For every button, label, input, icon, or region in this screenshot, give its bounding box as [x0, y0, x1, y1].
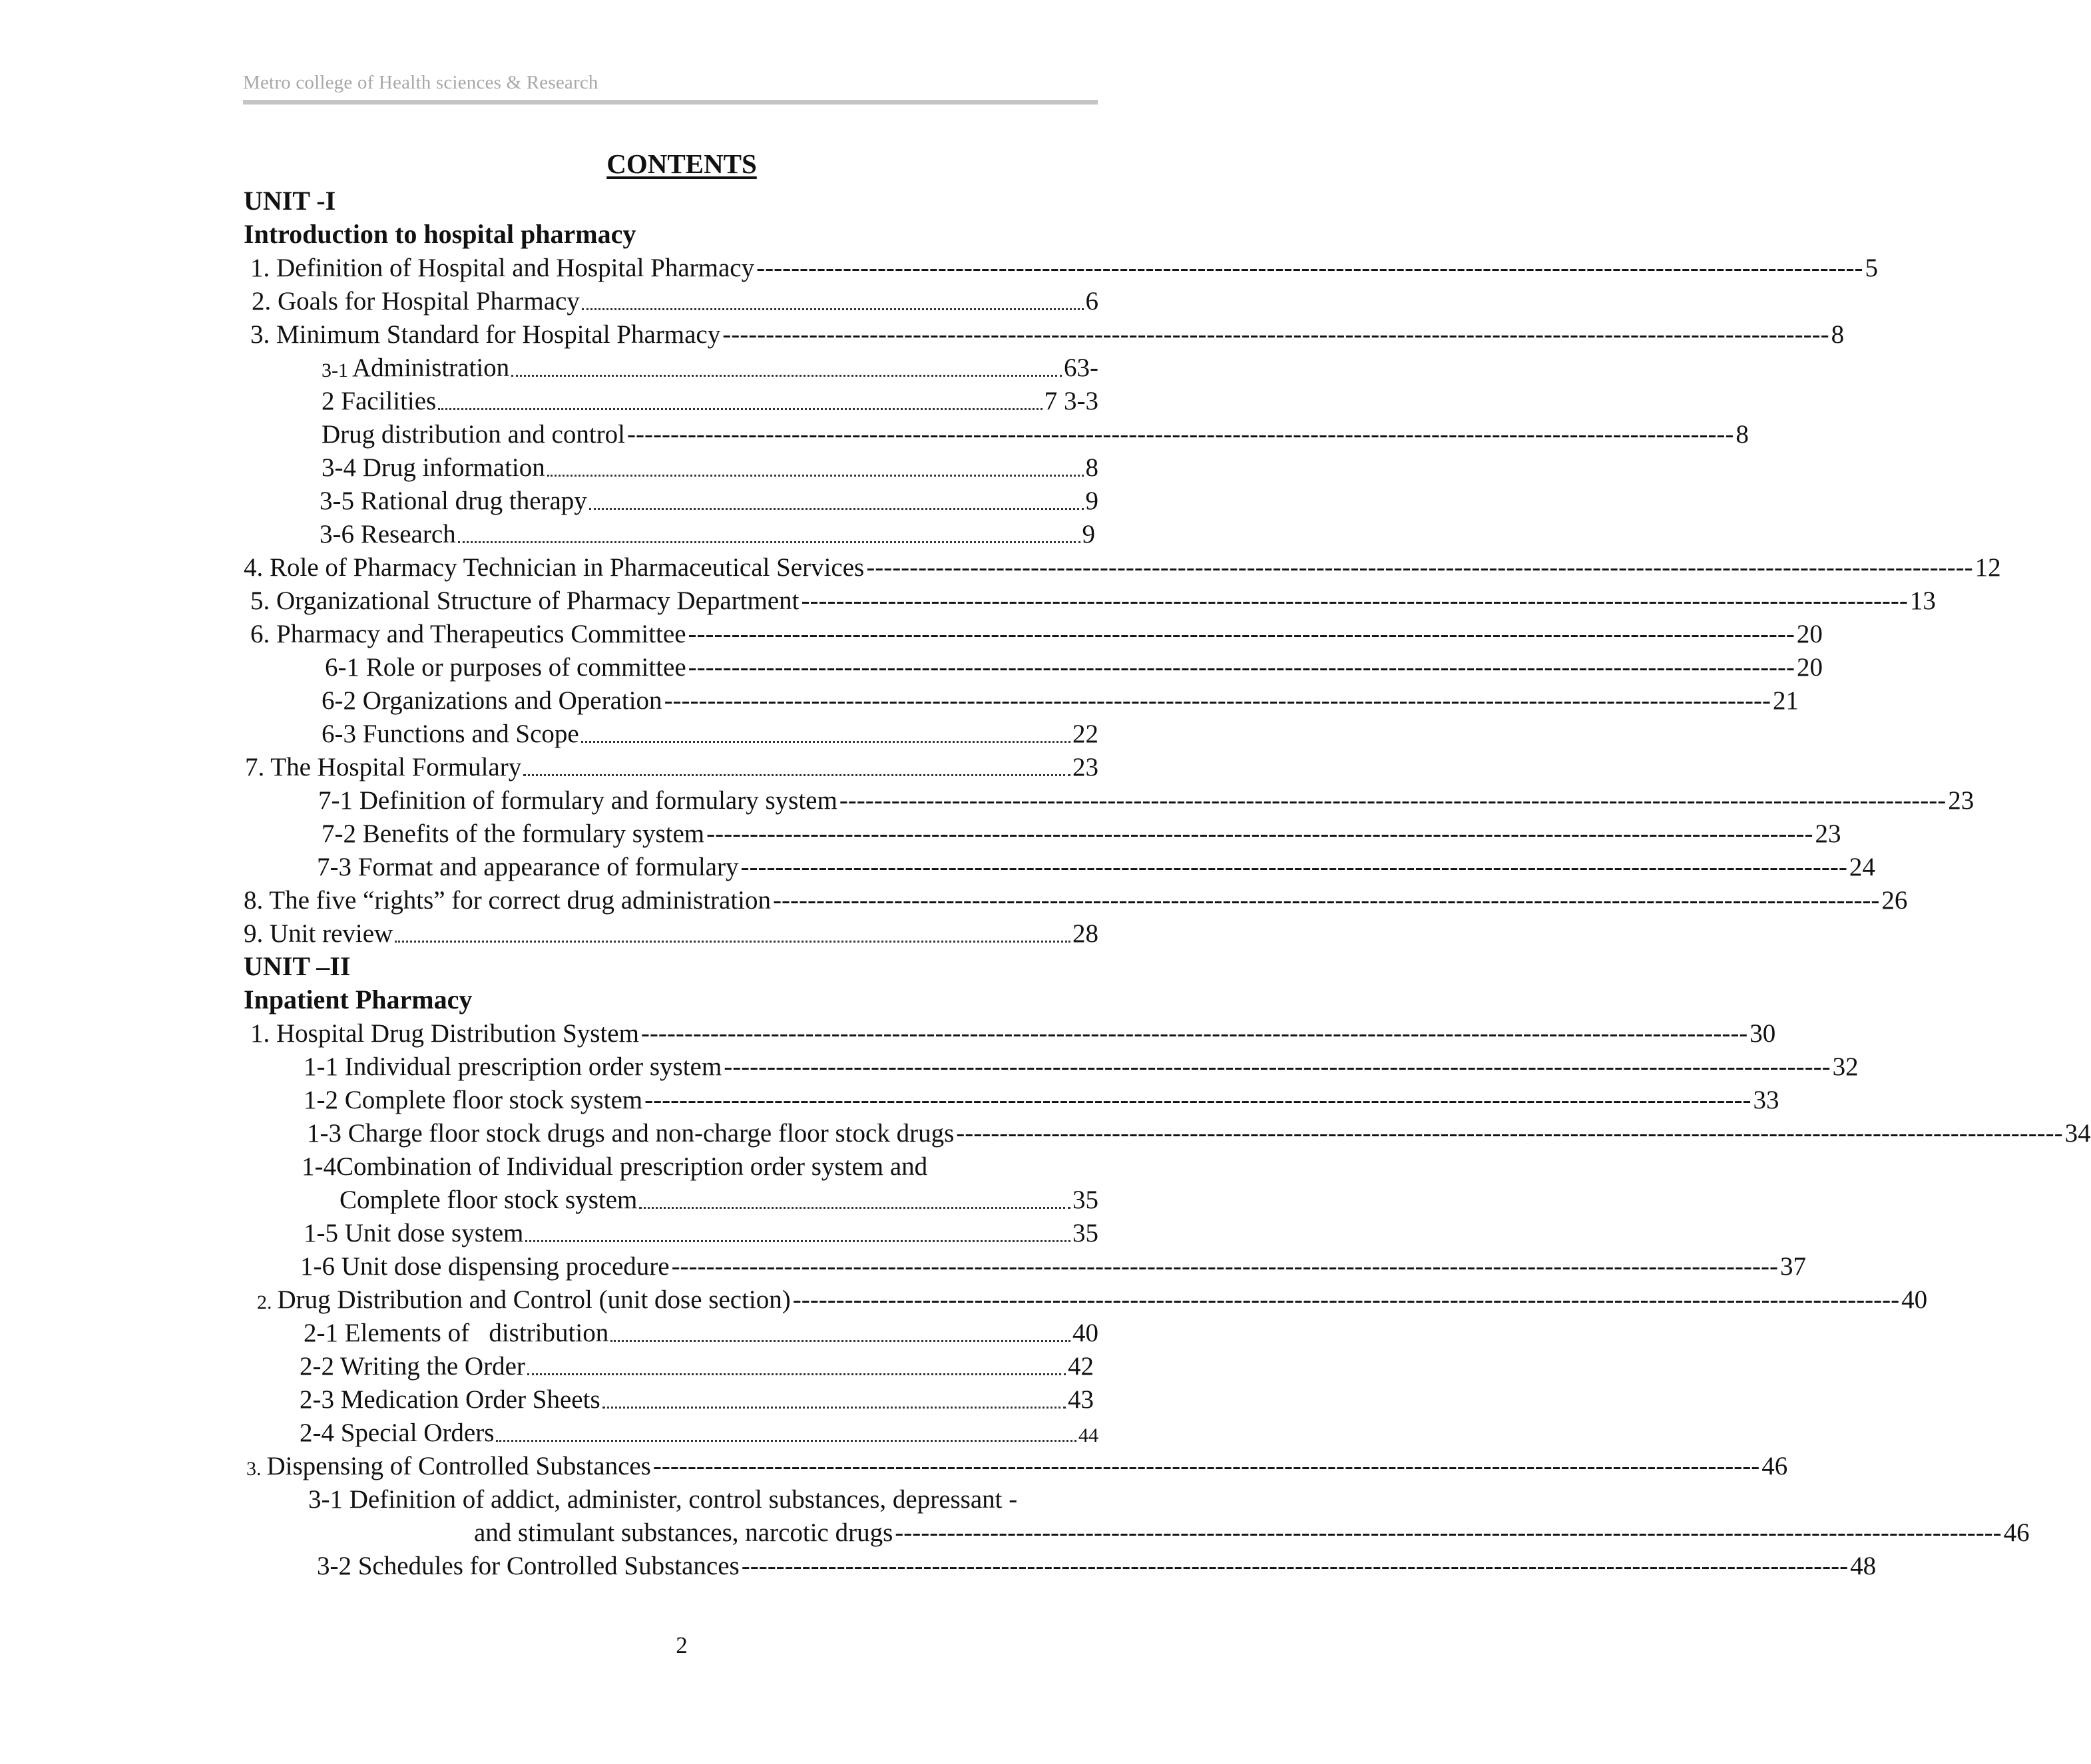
leader-dots — [639, 1207, 1070, 1209]
toc-entry[interactable]: 3-1 Definition of addict, administer, control substances, depressant - — [308, 1485, 1018, 1514]
page-ref: 23 — [1948, 786, 1975, 815]
leader-dots — [523, 774, 1070, 776]
page-ref: 30 — [1749, 1019, 1776, 1048]
leader-dashes: -------------------------------------------------------------------------------------------------------------------------------- — [627, 420, 1734, 449]
unit-subheading: Inpatient Pharmacy — [244, 985, 473, 1014]
toc-entry[interactable]: 1. Definition of Hospital and Hospital Pharmacy -------------------------------------------------------------------------------------------------------------------------------- 5 — [250, 254, 1878, 282]
toc-entry[interactable]: 1-3 Charge floor stock drugs and non-charge floor stock drugs -------------------------------------------------------------------------------------------------------------------------------- 34 — [307, 1119, 2091, 1148]
leader-dashes: -------------------------------------------------------------------------------------------------------------------------------- — [640, 1019, 1748, 1048]
leader-dots — [527, 1373, 1066, 1375]
page-ref: 46 — [1761, 1452, 1788, 1480]
toc-entry[interactable]: Drug distribution and control -------------------------------------------------------------------------------------------------------------------------------- 8 — [322, 420, 1749, 449]
toc-entry[interactable]: 6-2 Organizations and Operation -------------------------------------------------------------------------------------------------------------------------------- 21 — [322, 686, 1799, 715]
toc-entry[interactable]: 1-2 Complete floor stock system -------------------------------------------------------------------------------------------------------------------------------- 33 — [304, 1086, 1779, 1114]
toc-entry[interactable]: 3-6 Research 9 — [320, 520, 1095, 549]
page-ref: 13 — [1909, 586, 1936, 615]
toc-entry[interactable]: and stimulant substances, narcotic drugs -------------------------------------------------------------------------------------------------------------------------------- 46 — [474, 1518, 2030, 1547]
toc-entry[interactable]: 2-3 Medication Order Sheets 43 — [300, 1385, 1094, 1414]
leader-dots — [602, 1407, 1066, 1409]
leader-dashes: -------------------------------------------------------------------------------------------------------------------------------- — [644, 1086, 1751, 1114]
unit-heading: UNIT -I — [244, 186, 336, 216]
page-ref: 20 — [1797, 653, 1823, 682]
page-ref: 7 3-3 — [1044, 387, 1098, 415]
running-header: Metro college of Health sciences & Research — [243, 72, 598, 93]
page-ref: 44 — [1078, 1425, 1098, 1446]
leader-dashes: -------------------------------------------------------------------------------------------------------------------------------- — [688, 653, 1795, 682]
toc-entry[interactable]: 9. Unit review 28 — [244, 919, 1098, 948]
page-ref: 21 — [1772, 686, 1799, 715]
leader-dashes: -------------------------------------------------------------------------------------------------------------------------------- — [741, 1552, 1849, 1580]
page-ref: 8 — [1085, 453, 1098, 482]
page-ref: 28 — [1072, 919, 1098, 948]
leader-dashes: -------------------------------------------------------------------------------------------------------------------------------- — [740, 853, 1847, 881]
page-ref: 8 — [1831, 320, 1845, 349]
unit-subheading: Introduction to hospital pharmacy — [244, 219, 636, 249]
page-ref: 6 — [1085, 287, 1098, 316]
page-ref: 32 — [1832, 1052, 1859, 1081]
toc-entry[interactable]: 3. Dispensing of Controlled Substances -------------------------------------------------------------------------------------------------------------------------------- 46 — [246, 1452, 1788, 1480]
leader-dashes: -------------------------------------------------------------------------------------------------------------------------------- — [652, 1452, 1760, 1480]
leader-dots — [589, 508, 1084, 510]
leader-dots — [496, 1440, 1076, 1442]
page-ref: 8 — [1736, 420, 1749, 449]
toc-entry[interactable]: 2-4 Special Orders 44 — [300, 1419, 1098, 1447]
leader-dashes: -------------------------------------------------------------------------------------------------------------------------------- — [895, 1518, 2002, 1547]
leader-dashes: -------------------------------------------------------------------------------------------------------------------------------- — [956, 1119, 2063, 1148]
leader-dashes: -------------------------------------------------------------------------------------------------------------------------------- — [706, 819, 1813, 848]
page-ref: 40 — [1072, 1319, 1098, 1347]
toc-entry[interactable]: 2 Facilities 7 3-3 — [322, 387, 1098, 415]
toc-entry[interactable]: 3-5 Rational drug therapy 9 — [320, 487, 1098, 515]
page-ref: 5 — [1865, 254, 1878, 282]
leader-dashes: -------------------------------------------------------------------------------------------------------------------------------- — [756, 254, 1863, 282]
toc-entry[interactable]: 3-1 Administration 63- — [322, 353, 1098, 382]
page-ref: 12 — [1975, 553, 2001, 582]
toc-entry[interactable]: 1-6 Unit dose dispensing procedure -------------------------------------------------------------------------------------------------------------------------------- 37 — [300, 1252, 1806, 1281]
page-ref: 23 — [1815, 819, 1841, 848]
leader-dashes: -------------------------------------------------------------------------------------------------------------------------------- — [688, 620, 1795, 648]
leader-dots — [525, 1240, 1070, 1242]
toc-entry[interactable]: 6. Pharmacy and Therapeutics Committee -------------------------------------------------------------------------------------------------------------------------------- 20 — [250, 620, 1823, 648]
toc-entry[interactable]: 3-4 Drug information 8 — [322, 453, 1098, 482]
toc-entry[interactable]: 5. Organizational Structure of Pharmacy Department -------------------------------------------------------------------------------------------------------------------------------- 13 — [250, 586, 1936, 615]
page-ref: 46 — [2003, 1518, 2030, 1547]
toc-entry[interactable]: 1-5 Unit dose system 35 — [304, 1219, 1098, 1247]
toc-entry[interactable]: 3. Minimum Standard for Hospital Pharmacy -------------------------------------------------------------------------------------------------------------------------------- 8 — [250, 320, 1845, 349]
leader-dashes: -------------------------------------------------------------------------------------------------------------------------------- — [671, 1252, 1778, 1281]
toc-entry[interactable]: 3-2 Schedules for Controlled Substances -------------------------------------------------------------------------------------------------------------------------------- 48 — [317, 1552, 1877, 1580]
leader-dashes: -------------------------------------------------------------------------------------------------------------------------------- — [801, 586, 1908, 615]
toc-entry[interactable]: 1-4Combination of Individual prescription order system and — [302, 1152, 928, 1181]
page-number: 2 — [676, 1632, 688, 1658]
page-ref: 34 — [2064, 1119, 2091, 1148]
leader-dots — [547, 475, 1084, 477]
leader-dots — [395, 941, 1070, 943]
page-ref: 63- — [1064, 353, 1098, 382]
page-ref: 42 — [1068, 1352, 1094, 1381]
header-rule — [243, 100, 1098, 105]
page-ref: 33 — [1753, 1086, 1779, 1114]
toc-entry[interactable]: 8. The five “rights” for correct drug administration -------------------------------------------------------------------------------------------------------------------------------- 26 — [244, 886, 1908, 915]
leader-dashes: -------------------------------------------------------------------------------------------------------------------------------- — [724, 1052, 1831, 1081]
leader-dashes: -------------------------------------------------------------------------------------------------------------------------------- — [722, 320, 1829, 349]
page-ref: 9 — [1085, 487, 1098, 515]
page-ref: 24 — [1849, 853, 1875, 881]
leader-dots — [610, 1340, 1070, 1342]
page-ref: 37 — [1779, 1252, 1806, 1281]
page-ref: 22 — [1072, 720, 1098, 748]
unit-heading: UNIT –II — [244, 951, 351, 981]
leader-dashes: -------------------------------------------------------------------------------------------------------------------------------- — [866, 553, 1973, 582]
leader-dashes: -------------------------------------------------------------------------------------------------------------------------------- — [839, 786, 1947, 815]
toc-entry[interactable]: 2-2 Writing the Order 42 — [300, 1352, 1094, 1381]
toc-entry[interactable]: 7. The Hospital Formulary 23 — [245, 753, 1098, 781]
page-ref: 26 — [1881, 886, 1908, 915]
leader-dashes: -------------------------------------------------------------------------------------------------------------------------------- — [792, 1285, 1900, 1314]
leader-dashes: -------------------------------------------------------------------------------------------------------------------------------- — [773, 886, 1880, 915]
contents-title: CONTENTS — [606, 148, 757, 179]
toc-entry[interactable]: 7-1 Definition of formulary and formulary system -------------------------------------------------------------------------------------------------------------------------------- 23 — [318, 786, 1975, 815]
toc-entry[interactable]: 2-1 Elements of distribution 40 — [304, 1319, 1098, 1347]
toc-entry[interactable]: 2. Goals for Hospital Pharmacy 6 — [252, 287, 1098, 316]
toc-entry[interactable]: 1. Hospital Drug Distribution System -------------------------------------------------------------------------------------------------------------------------------- 30 — [250, 1019, 1776, 1048]
page-ref: 40 — [1901, 1285, 1928, 1314]
page-ref: 20 — [1796, 620, 1823, 648]
toc-entry[interactable]: 4. Role of Pharmacy Technician in Pharmaceutical Services -------------------------------------------------------------------------------------------------------------------------------- 12 — [244, 553, 2001, 582]
toc-entry[interactable]: Complete floor stock system 35 — [340, 1186, 1098, 1214]
toc-entry[interactable]: 6-1 Role or purposes of committee -------------------------------------------------------------------------------------------------------------------------------- 20 — [325, 653, 1823, 682]
toc-entry[interactable]: 2. Drug Distribution and Control (unit dose section) -------------------------------------------------------------------------------------------------------------------------------- 40 — [257, 1285, 1928, 1314]
page-ref: 23 — [1072, 753, 1098, 781]
page-ref: 35 — [1072, 1186, 1098, 1214]
toc-entry[interactable]: 6-3 Functions and Scope 22 — [322, 720, 1098, 748]
page-ref: 43 — [1068, 1385, 1094, 1414]
leader-dots — [458, 541, 1080, 543]
toc-entry[interactable]: 1-1 Individual prescription order system -------------------------------------------------------------------------------------------------------------------------------- 32 — [304, 1052, 1859, 1081]
page-ref: 9 — [1082, 520, 1095, 549]
leader-dots — [582, 308, 1084, 310]
leader-dashes: -------------------------------------------------------------------------------------------------------------------------------- — [664, 686, 1771, 715]
page-ref: 48 — [1850, 1552, 1877, 1580]
leader-dots — [438, 408, 1043, 410]
toc-entry[interactable]: 7-3 Format and appearance of formulary -------------------------------------------------------------------------------------------------------------------------------- 24 — [317, 853, 1875, 881]
leader-dots — [511, 375, 1062, 377]
leader-dots — [581, 741, 1070, 743]
toc-entry[interactable]: 7-2 Benefits of the formulary system -------------------------------------------------------------------------------------------------------------------------------- 23 — [322, 819, 1841, 848]
page-ref: 35 — [1072, 1219, 1098, 1247]
